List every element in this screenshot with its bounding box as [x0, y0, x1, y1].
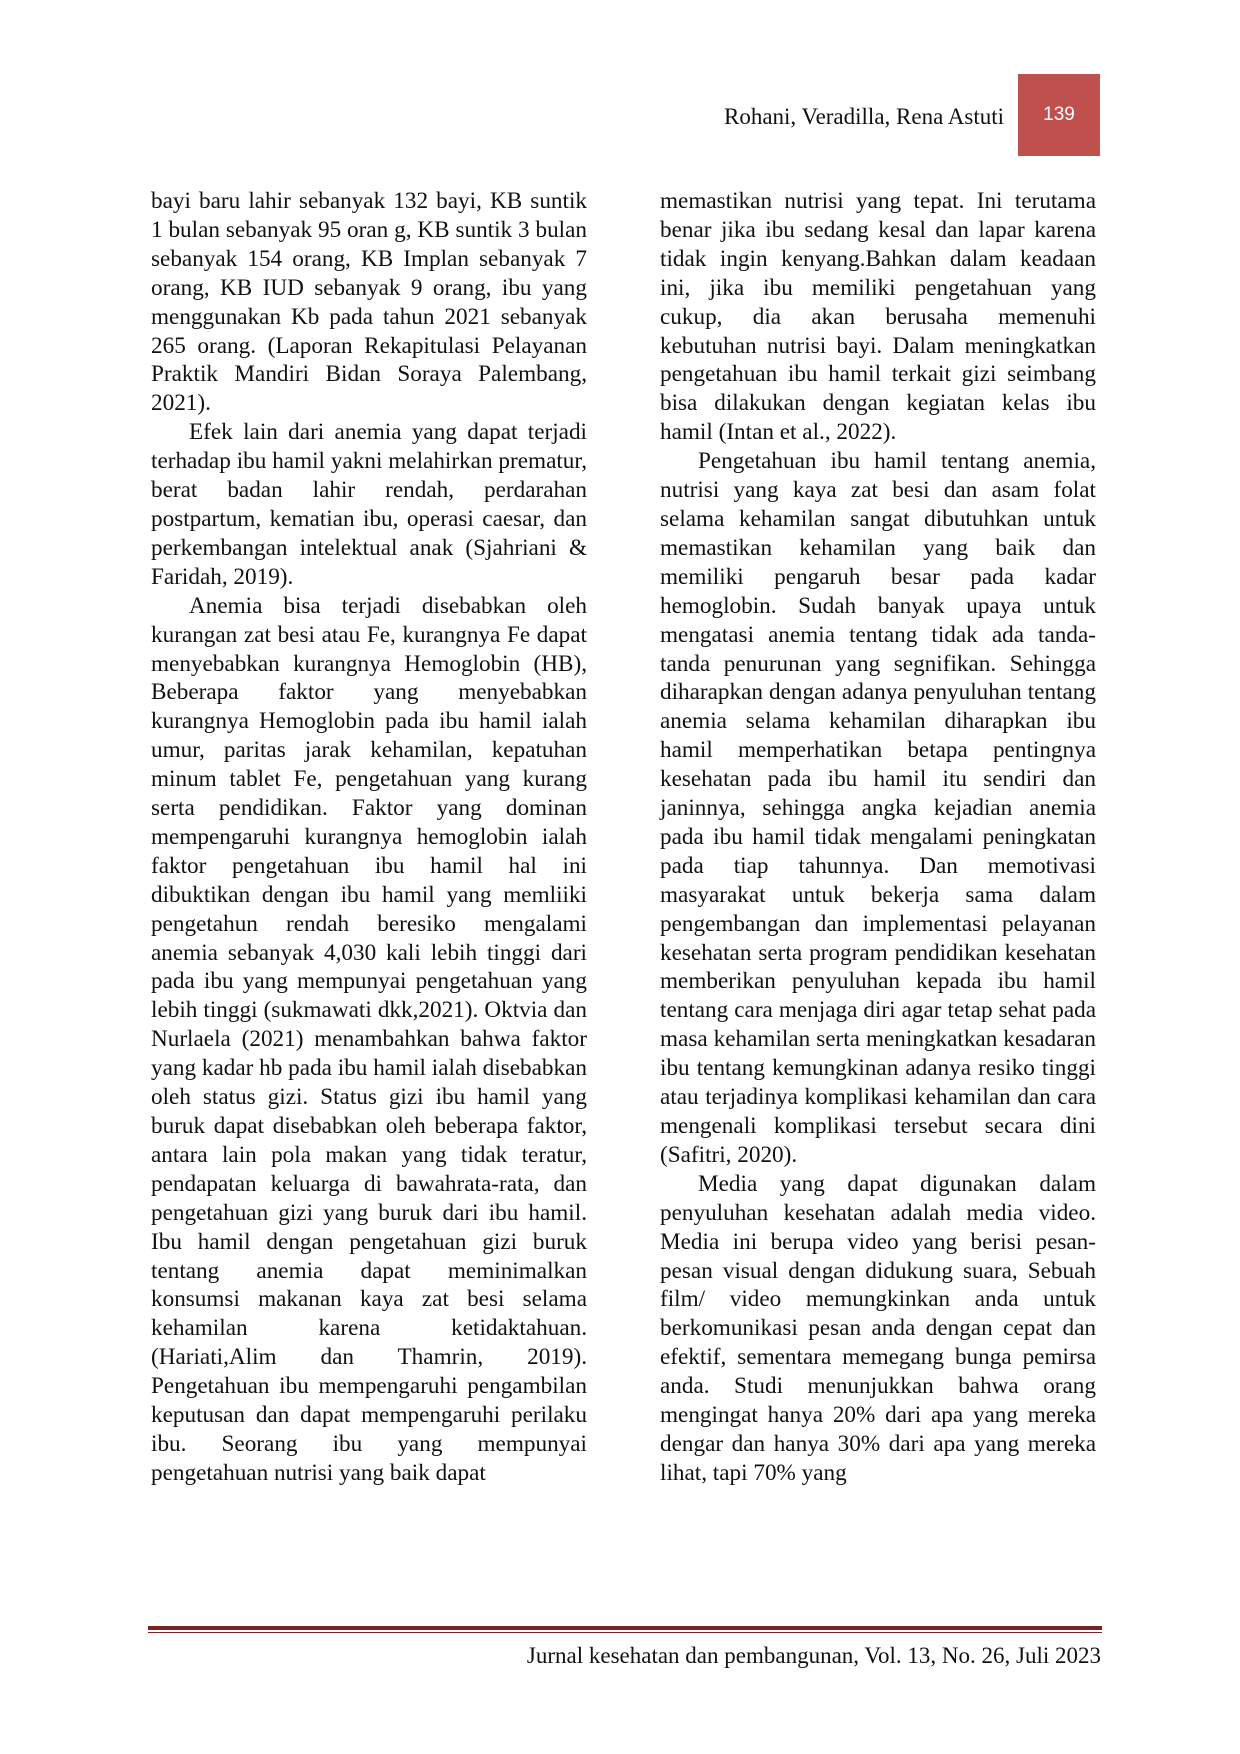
journal-citation-footer: Jurnal kesehatan dan pembangunan, Vol. 13, No. 26, Juli 2023	[526, 1643, 1101, 1668]
right-column	[660, 187, 1096, 1488]
footer-divider	[148, 1626, 1102, 1633]
paragraph: Media yang dapat digunakan dalam penyuluhan kesehatan adalah media video. Media ini berupa video yang berisi pesan-pesan visual dengan didukung suara, Sebuah film/ video memungkinkan anda untuk berkomunikasi pesan anda dengan cepat dan efektif, sementara memegang bunga pemirsa anda. Studi menunjukkan bahwa orang mengingat hanya 20% dari apa yang mereka dengar dan hanya 30% dari apa yang mereka lihat, tapi 70% yang	[660, 1170, 1096, 1486]
running-header-authors: Rohani, Veradilla, Rena Astuti	[723, 104, 1004, 129]
paragraph: Anemia bisa terjadi disebabkan oleh kurangan zat besi atau Fe, kurangnya Fe dapat menyebabkan kurangnya Hemoglobin (HB), Beberapa faktor yang menyebabkan kurangnya Hemoglobin pada ibu hamil ialah umur, paritas jarak kehamilan, kepatuhan minum tablet Fe, pengetahuan yang kurang serta pendidikan. Faktor yang dominan mempengaruhi kurangnya hemoglobin ialah faktor pengetahuan ibu hamil hal ini dibuktikan dengan ibu hamil yang memliiki pengetahun rendah beresiko mengalami anemia sebanyak 4,030 kali lebih tinggi dari pada ibu yang mempunyai pengetahuan yang lebih tinggi (sukmawati dkk,2021). Oktvia dan Nurlaela (2021) menambahkan bahwa faktor yang kadar hb pada ibu hamil ialah disebabkan oleh status gizi. Status gizi ibu hamil yang buruk dapat disebabkan oleh beberapa faktor, antara lain pola makan yang tidak teratur, pendapatan keluarga di bawahrata-rata, dan pengetahuan gizi yang buruk dari ibu hamil. Ibu hamil dengan pengetahuan gizi buruk tentang anemia dapat meminimalkan konsumsi makanan kaya zat besi selama kehamilan karena ketidaktahuan. (Hariati,Alim dan Thamrin, 2019). Pengetahuan ibu mempengaruhi pengambilan keputusan dan dapat mempengaruhi perilaku ibu. Seorang ibu yang mempunyai pengetahuan nutrisi yang baik dapat	[151, 592, 587, 1486]
paragraph: Efek lain dari anemia yang dapat terjadi terhadap ibu hamil yakni melahirkan prematur, berat badan lahir rendah, perdarahan postpartum, kematian ibu, operasi caesar, dan perkembangan intelektual anak (Sjahriani & Faridah, 2019).	[151, 419, 587, 590]
footer-rule-thin	[148, 1632, 1102, 1633]
page-number: 139	[1018, 74, 1100, 156]
footer-rule-thick	[148, 1626, 1102, 1630]
paragraph: Pengetahuan ibu hamil tentang anemia, nutrisi yang kaya zat besi dan asam folat selama kehamilan sangat dibutuhkan untuk memastikan kehamilan yang baik dan memiliki pengaruh besar pada kadar hemoglobin. Sudah banyak upaya untuk mengatasi anemia tentang tidak ada tanda-tanda penurunan yang segnifikan. Sehingga diharapkan dengan adanya penyuluhan tentang anemia selama kehamilan diharapkan ibu hamil memperhatikan betapa pentingnya kesehatan pada ibu hamil itu sendiri dan janinnya, sehingga angka kejadian anemia pada ibu hamil tidak mengalami peningkatan pada tiap tahunnya. Dan memotivasi masyarakat untuk bekerja sama dalam pengembangan dan implementasi pelayanan kesehatan serta program pendidikan kesehatan memberikan penyuluhan kepada ibu hamil tentang cara menjaga diri agar tetap sehat pada masa kehamilan serta meningkatkan kesadaran ibu tentang kemungkinan adanya resiko tinggi atau terjadinya komplikasi kehamilan dan cara mengenali komplikasi tersebut secara dini (Safitri, 2020).	[660, 448, 1096, 1168]
left-column	[151, 187, 587, 1488]
paragraph: bayi baru lahir sebanyak 132 bayi, KB suntik 1 bulan sebanyak 95 oran g, KB suntik 3 bulan sebanyak 154 orang, KB Implan sebanyak 7 orang, KB IUD sebanyak 9 orang, ibu yang menggunakan Kb pada tahun 2021 sebanyak 265 orang. (Laporan Rekapitulasi Pelayanan Praktik Mandiri Bidan Soraya Palembang, 2021).	[151, 188, 587, 417]
paragraph: memastikan nutrisi yang tepat. Ini terutama benar jika ibu sedang kesal dan lapar karena tidak ingin kenyang.Bahkan dalam keadaan ini, jika ibu memiliki pengetahuan yang cukup, dia akan berusaha memenuhi kebutuhan nutrisi bayi. Dalam meningkatkan pengetahuan ibu hamil terkait gizi seimbang bisa dilakukan dengan kegiatan kelas ibu hamil (Intan et al., 2022).	[660, 188, 1096, 446]
